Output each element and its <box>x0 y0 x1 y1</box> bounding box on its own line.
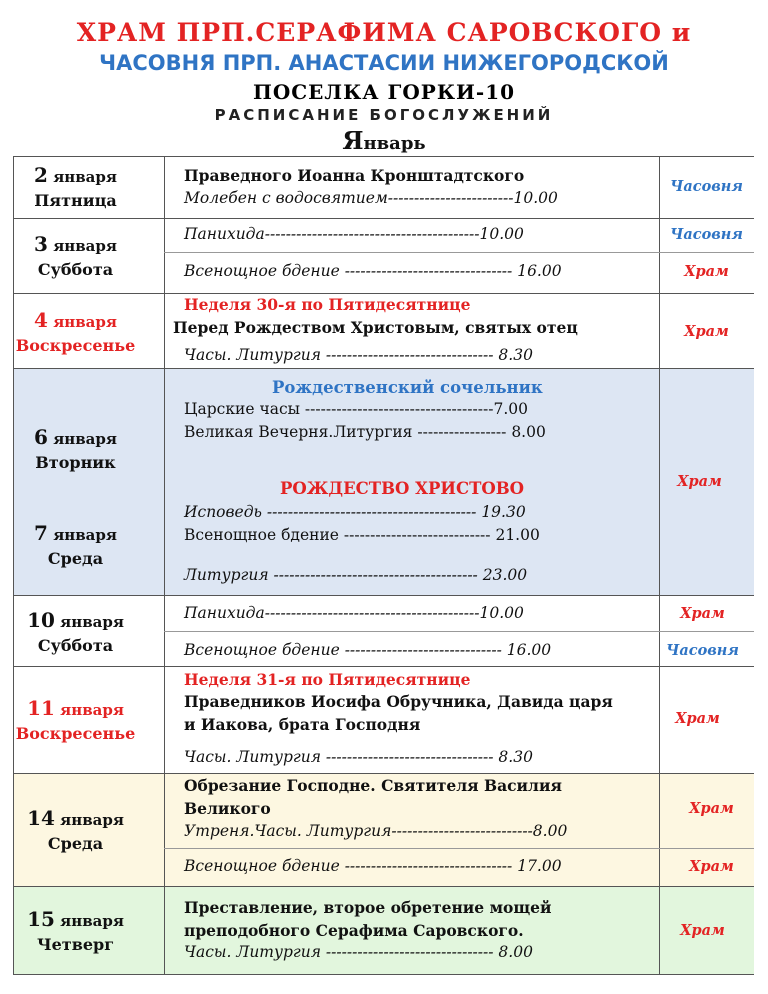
service-title: преподобного Серафима Саровского. <box>184 921 524 940</box>
village-title: ПОСЕЛКА ГОРКИ-10 <box>252 80 516 104</box>
service-title: Рождественский сочельник <box>272 378 543 397</box>
row-divider <box>13 595 754 596</box>
service-line: Всенощное бдение ---------------------------- 21.00 <box>184 526 540 544</box>
place-temple: Храм <box>675 710 720 727</box>
row-divider <box>13 886 754 887</box>
service-line: Утреня.Часы. Литургия---------------------------8.00 <box>184 822 568 840</box>
service-line: Исповедь ---------------------------------------- 19.30 <box>184 503 526 521</box>
service-line: Часы. Литургия -------------------------------- 8.30 <box>184 346 533 364</box>
service-title: Перед Рождеством Христовым, святых отец <box>173 318 578 337</box>
service-line: Часы. Литургия -------------------------------- 8.00 <box>184 943 533 961</box>
place-chapel: Часовня <box>670 178 743 195</box>
place-temple: Храм <box>689 858 734 875</box>
place-chapel: Часовня <box>670 226 743 243</box>
service-line: Панихида-----------------------------------------10.00 <box>184 604 524 622</box>
subrow-divider <box>164 631 754 632</box>
row-divider <box>13 666 754 667</box>
row-divider <box>13 293 754 294</box>
service-line: Всенощное бдение -------------------------------- 16.00 <box>184 262 562 280</box>
table-border-bottom <box>13 974 754 975</box>
chapel-title: ЧАСОВНЯ ПРП. АНАСТАСИИ НИЖЕГОРОДСКОЙ <box>99 51 669 75</box>
service-line: Литургия --------------------------------------- 23.00 <box>184 566 528 584</box>
service-title: Праведников Иосифа Обручника, Давида царя <box>184 692 613 711</box>
service-title: РОЖДЕСТВО ХРИСТОВО <box>280 479 525 498</box>
service-line: Всенощное бдение -------------------------------- 17.00 <box>184 857 562 875</box>
row-divider <box>13 368 754 369</box>
place-temple: Храм <box>680 922 725 939</box>
month-title: Январь <box>342 126 426 155</box>
service-title: Преставление, второе обретение мощей <box>184 898 552 917</box>
service-title: Неделя 30-я по Пятидесятнице <box>184 295 471 314</box>
service-title: и Иакова, брата Господня <box>184 715 421 734</box>
schedule-title: РАСПИСАНИЕ БОГОСЛУЖЕНИЙ <box>214 106 554 124</box>
service-line: Всенощное бдение ------------------------------ 16.00 <box>184 641 552 659</box>
date-jan-4: 4 января Воскресенье <box>15 308 136 355</box>
date-jan-11: 11 января Воскресенье <box>15 696 136 743</box>
place-chapel: Часовня <box>666 642 739 659</box>
place-temple: Храм <box>677 473 722 490</box>
date-jan-7: 7 января Среда <box>34 521 117 568</box>
service-title: Великого <box>184 799 271 818</box>
date-jan-14: 14 января Среда <box>27 806 124 853</box>
row-divider <box>13 773 754 774</box>
service-line: Часы. Литургия -------------------------------- 8.30 <box>184 748 533 766</box>
column-divider-date <box>164 156 165 974</box>
subrow-divider <box>164 252 754 253</box>
temple-title: ХРАМ ПРП.СЕРАФИМА САРОВСКОГО и <box>76 18 692 47</box>
service-title: Обрезание Господне. Святителя Василия <box>184 776 562 795</box>
date-jan-10: 10 января Суббота <box>27 608 124 655</box>
place-temple: Храм <box>680 605 725 622</box>
date-jan-6: 6 января Вторник <box>34 425 117 472</box>
table-border-top <box>13 156 754 157</box>
place-temple: Храм <box>684 323 729 340</box>
date-jan-3: 3 января Суббота <box>34 232 117 279</box>
service-title: Праведного Иоанна Кронштадтского <box>184 166 525 185</box>
date-jan-15: 15 января Четверг <box>27 907 124 954</box>
service-line: Панихида-----------------------------------------10.00 <box>184 225 524 243</box>
service-line: Молебен с водосвятием------------------------10.00 <box>184 189 558 207</box>
subrow-divider <box>164 848 754 849</box>
service-title: Неделя 31-я по Пятидесятнице <box>184 670 471 689</box>
service-line: Царские часы ------------------------------------7.00 <box>184 400 528 418</box>
place-temple: Храм <box>684 263 729 280</box>
place-temple: Храм <box>689 800 734 817</box>
row-divider <box>13 218 754 219</box>
service-line: Великая Вечерня.Литургия ----------------- 8.00 <box>184 423 546 441</box>
date-jan-2: 2 января Пятница <box>34 163 117 210</box>
